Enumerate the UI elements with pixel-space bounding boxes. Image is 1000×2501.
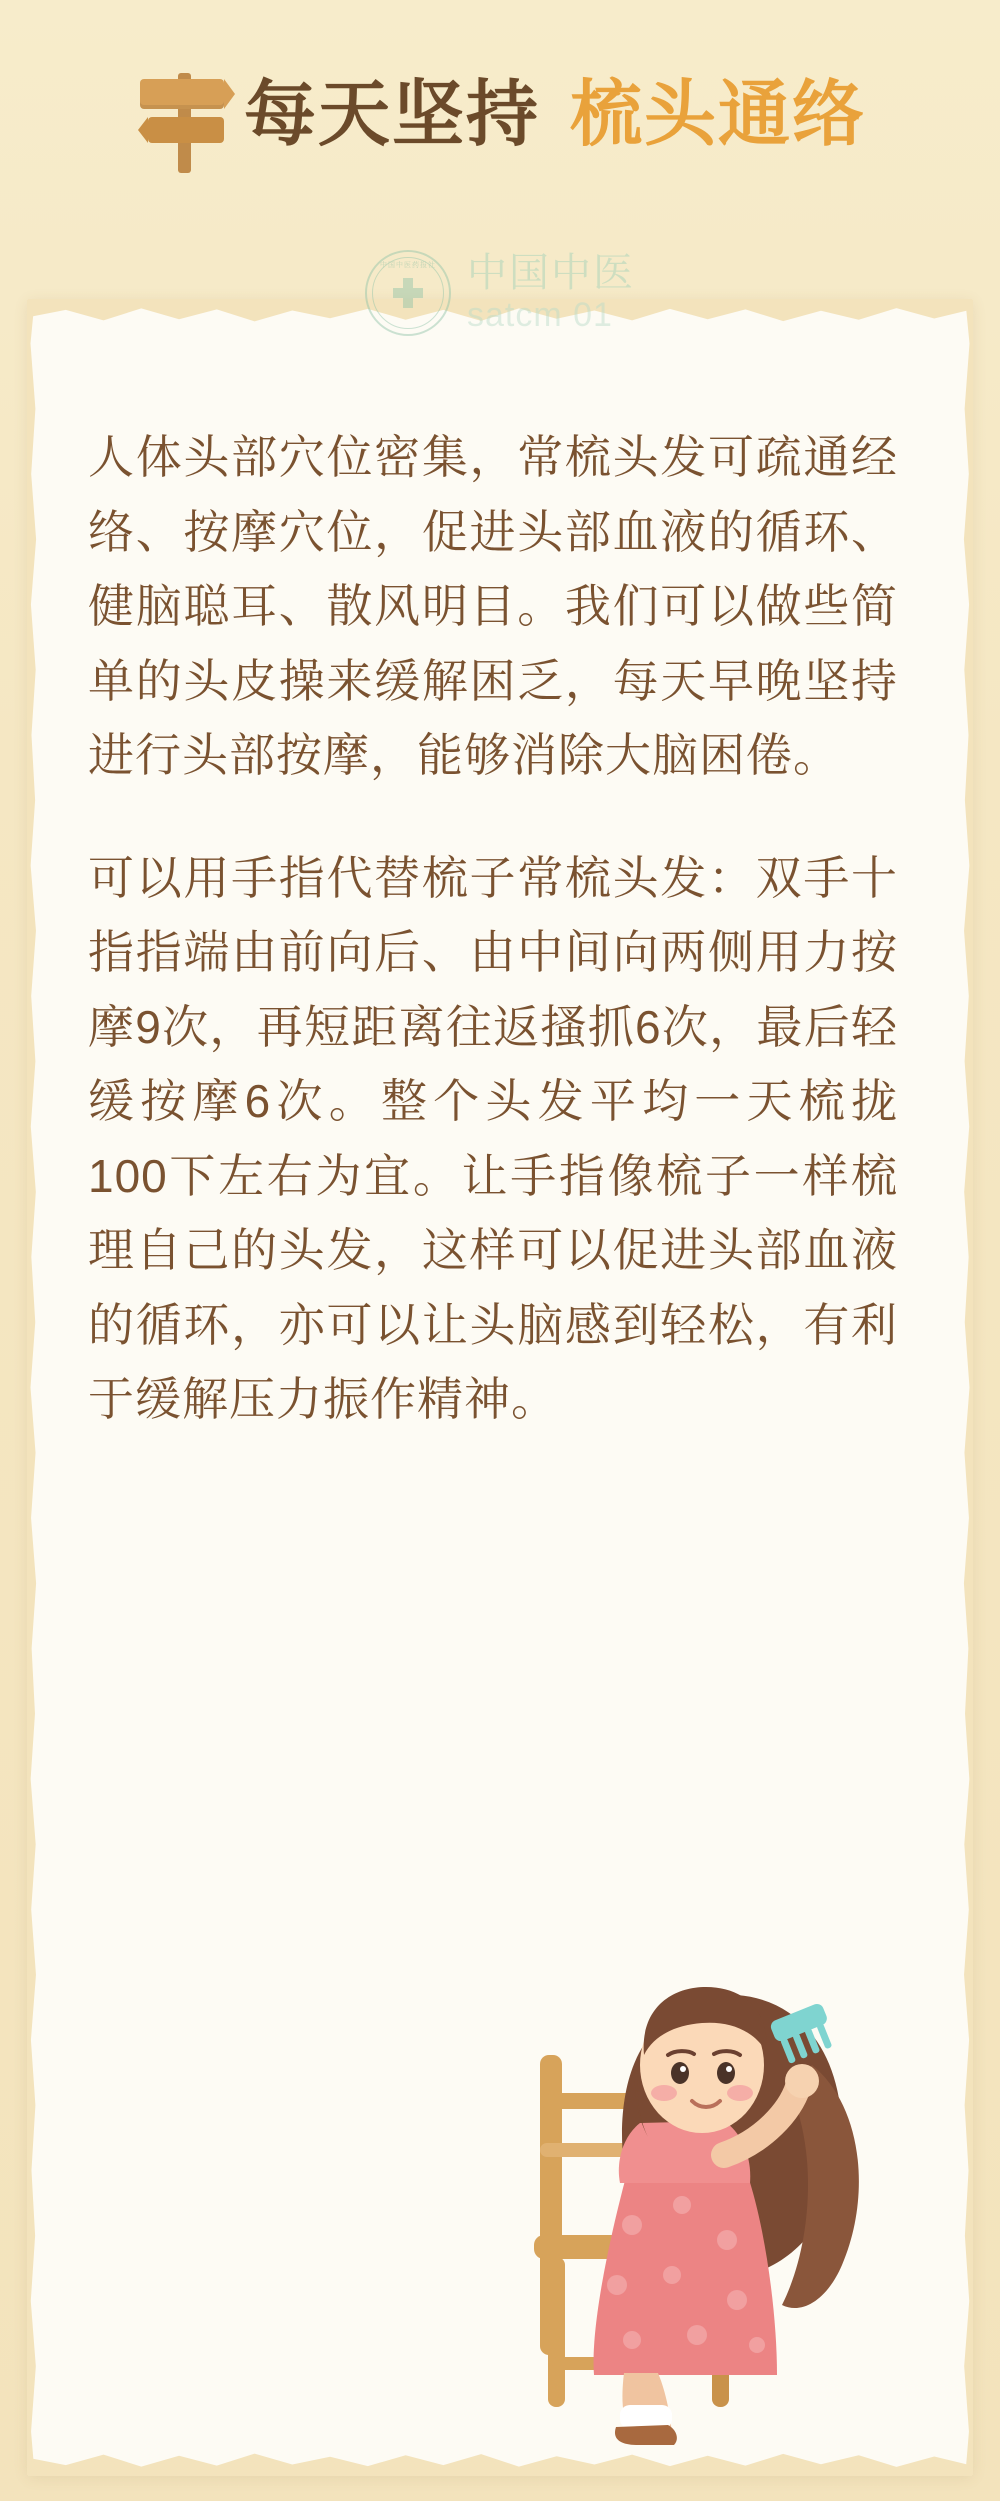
- poster-header: [0, 0, 1000, 220]
- seal-text: 中国中医药报社: [380, 262, 436, 269]
- header-inner: [134, 55, 866, 175]
- article-paper: [28, 300, 972, 2475]
- brand-text: [467, 250, 635, 335]
- signpost-icon: [134, 55, 230, 175]
- page-title: 每天坚持: [243, 75, 540, 155]
- article-paragraph: 可以用手指代替梳子常梳头发：双手十指指端由前向后、由中间向两侧用力按摩9次，再短距离往返搔抓6次，最后轻缓按摩6次。整个头发平均一天梳拢100下左右为宜。让手指像梳子一样梳理自己的头发，这样可以促进头部血液的循环，亦可以让头脑感到轻松，有利于缓解压力振作精神。: [88, 851, 898, 1426]
- brand-handle: satcm 01: [467, 296, 613, 335]
- brand-name: 中国中医: [467, 251, 635, 296]
- article-content: [88, 420, 898, 1485]
- article-paragraph: 人体头部穴位密集，常梳头发可疏通经络、按摩穴位，促进头部血液的循环、健脑聪耳、散风明目。我们可以做些简单的头皮操来缓解困乏，每天早晚坚持进行头部按摩，能够消除大脑困倦。: [88, 431, 898, 782]
- paper-torn-right-edge: [959, 300, 973, 2475]
- brand-watermark: [0, 250, 1000, 336]
- paper-torn-left-edge: [27, 300, 41, 2475]
- medical-cross-seal-icon: [365, 250, 451, 336]
- paper-torn-bottom-edge: [28, 2450, 972, 2476]
- woman-combing-hair-illustration: [512, 1905, 932, 2445]
- page-title-accent: 梳头通络: [570, 75, 867, 155]
